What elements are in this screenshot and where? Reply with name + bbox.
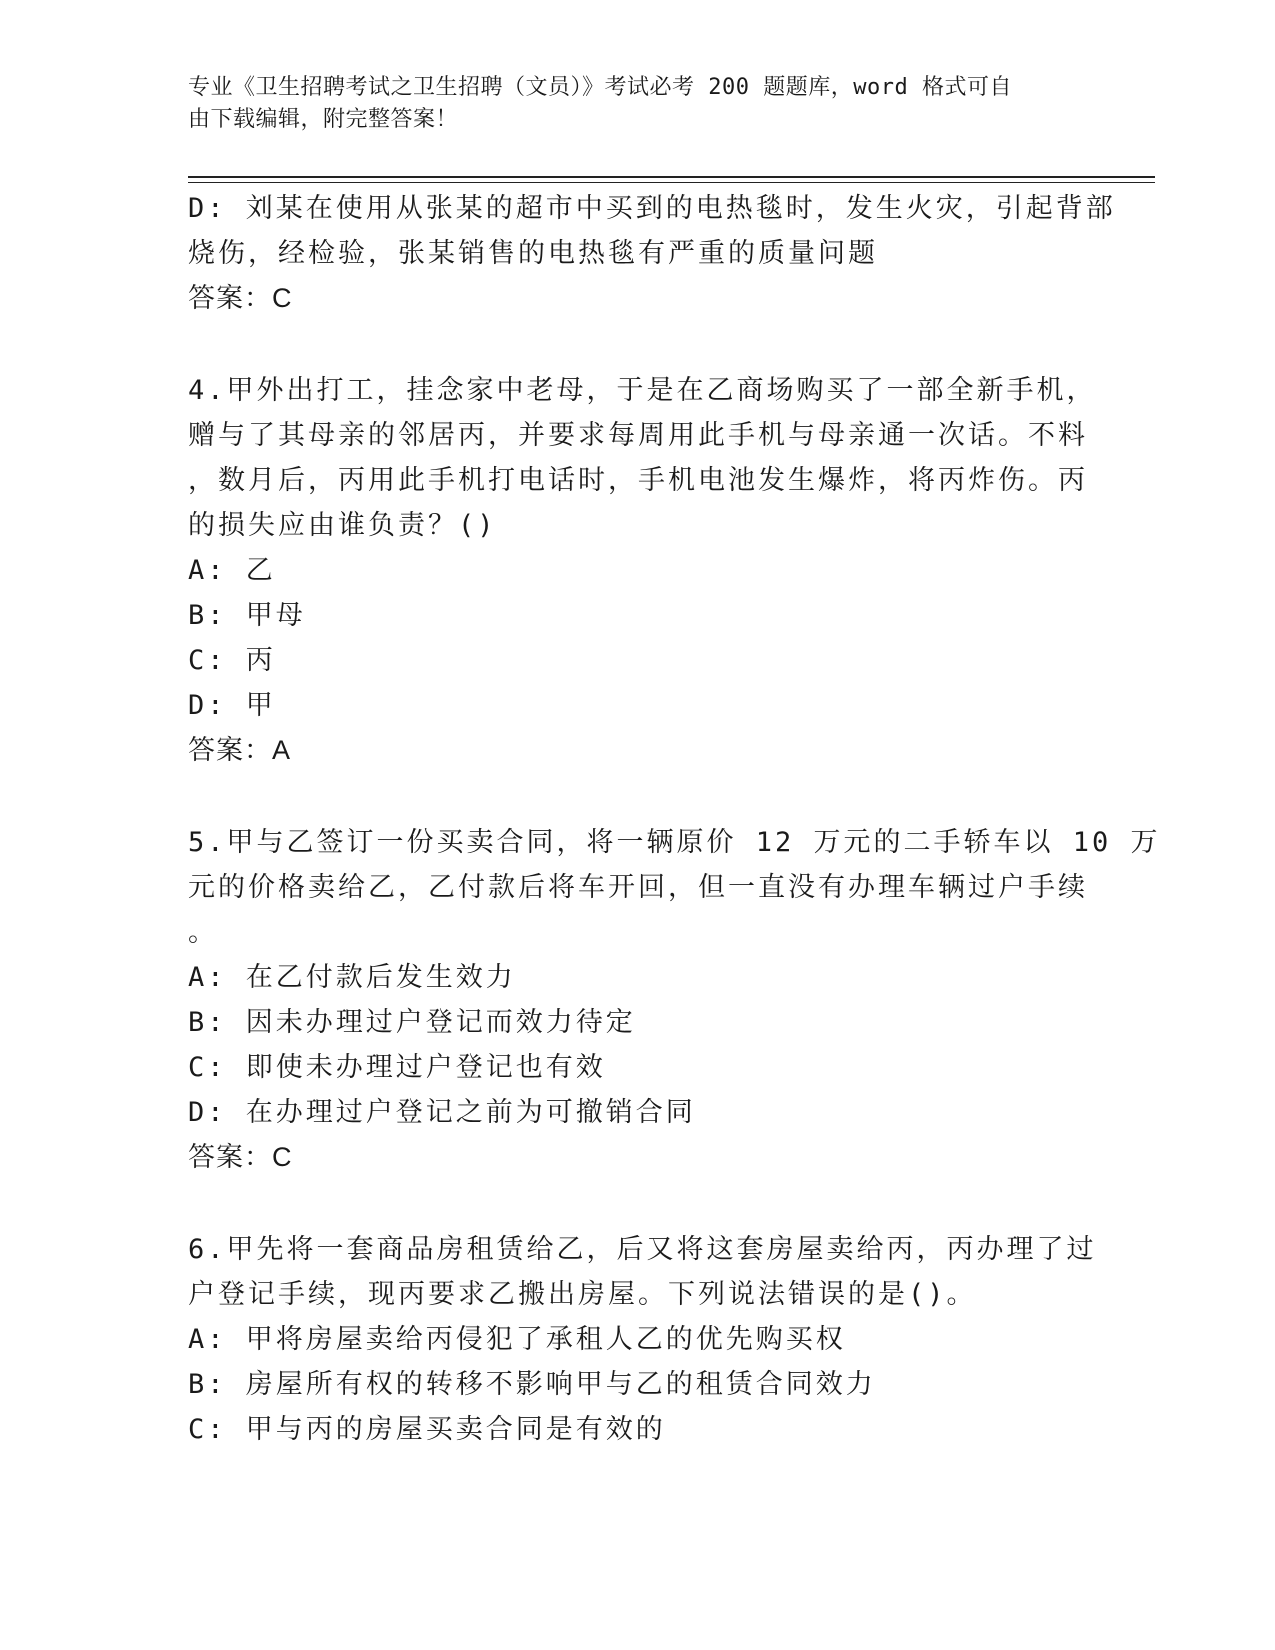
- option-d-line-1: D: 刘某在使用从张某的超市中买到的电热毯时，发生火灾，引起背部: [188, 193, 1116, 224]
- option-a: A: 乙: [188, 555, 276, 586]
- option-d: D: 在办理过户登记之前为可撤销合同: [188, 1097, 696, 1128]
- answer: 答案：C: [188, 1142, 293, 1172]
- question-4-line-2: 赠与了其母亲的邻居丙，并要求每周用此手机与母亲通一次话。不料: [188, 420, 1088, 451]
- question-4: [188, 368, 1097, 773]
- option-b: B: 房屋所有权的转移不影响甲与乙的租赁合同效力: [188, 1369, 876, 1400]
- option-a: A: 在乙付款后发生效力: [188, 962, 516, 993]
- previous-question-tail: [188, 186, 1116, 321]
- option-b: B: 因未办理过户登记而效力待定: [188, 1007, 636, 1038]
- question-4-line-3: ，数月后，丙用此手机打电话时，手机电池发生爆炸，将丙炸伤。丙: [188, 465, 1088, 496]
- question-6-line-1: 6.甲先将一套商品房租赁给乙，后又将这套房屋卖给丙，丙办理了过: [188, 1234, 1097, 1265]
- question-6: [188, 1227, 1097, 1452]
- answer: 答案：A: [188, 735, 292, 765]
- question-4-line-4: 的损失应由谁负责？(): [188, 510, 497, 541]
- header-rule-thin: [188, 182, 1155, 183]
- question-5-line-2: 元的价格卖给乙，乙付款后将车开回，但一直没有办理车辆过户手续: [188, 872, 1088, 903]
- document-body: [188, 186, 1161, 1452]
- question-5-line-1: 5.甲与乙签订一份买卖合同，将一辆原价 12 万元的二手轿车以 10 万: [188, 827, 1161, 858]
- option-c: C: 丙: [188, 645, 276, 676]
- question-5-line-3: 。: [188, 917, 218, 948]
- option-d-line-2: 烧伤，经检验，张某销售的电热毯有严重的质量问题: [188, 238, 878, 269]
- question-6-line-2: 户登记手续，现丙要求乙搬出房屋。下列说法错误的是()。: [188, 1279, 977, 1310]
- option-d: D: 甲: [188, 690, 276, 721]
- document-header: [188, 72, 1068, 136]
- question-5: [188, 820, 1161, 1180]
- header-line-2: 由下载编辑，附完整答案！: [188, 107, 459, 132]
- option-c: C: 甲与丙的房屋买卖合同是有效的: [188, 1414, 666, 1445]
- option-a: A: 甲将房屋卖给丙侵犯了承租人乙的优先购买权: [188, 1324, 846, 1355]
- header-line-1: 专业《卫生招聘考试之卫生招聘（文员）》考试必考 200 题题库，word 格式可自: [188, 75, 1012, 100]
- header-rule-thick: [188, 176, 1155, 178]
- option-c: C: 即使未办理过户登记也有效: [188, 1052, 606, 1083]
- option-b: B: 甲母: [188, 600, 306, 631]
- answer: 答案：C: [188, 283, 293, 313]
- question-4-line-1: 4.甲外出打工，挂念家中老母，于是在乙商场购买了一部全新手机，: [188, 375, 1097, 406]
